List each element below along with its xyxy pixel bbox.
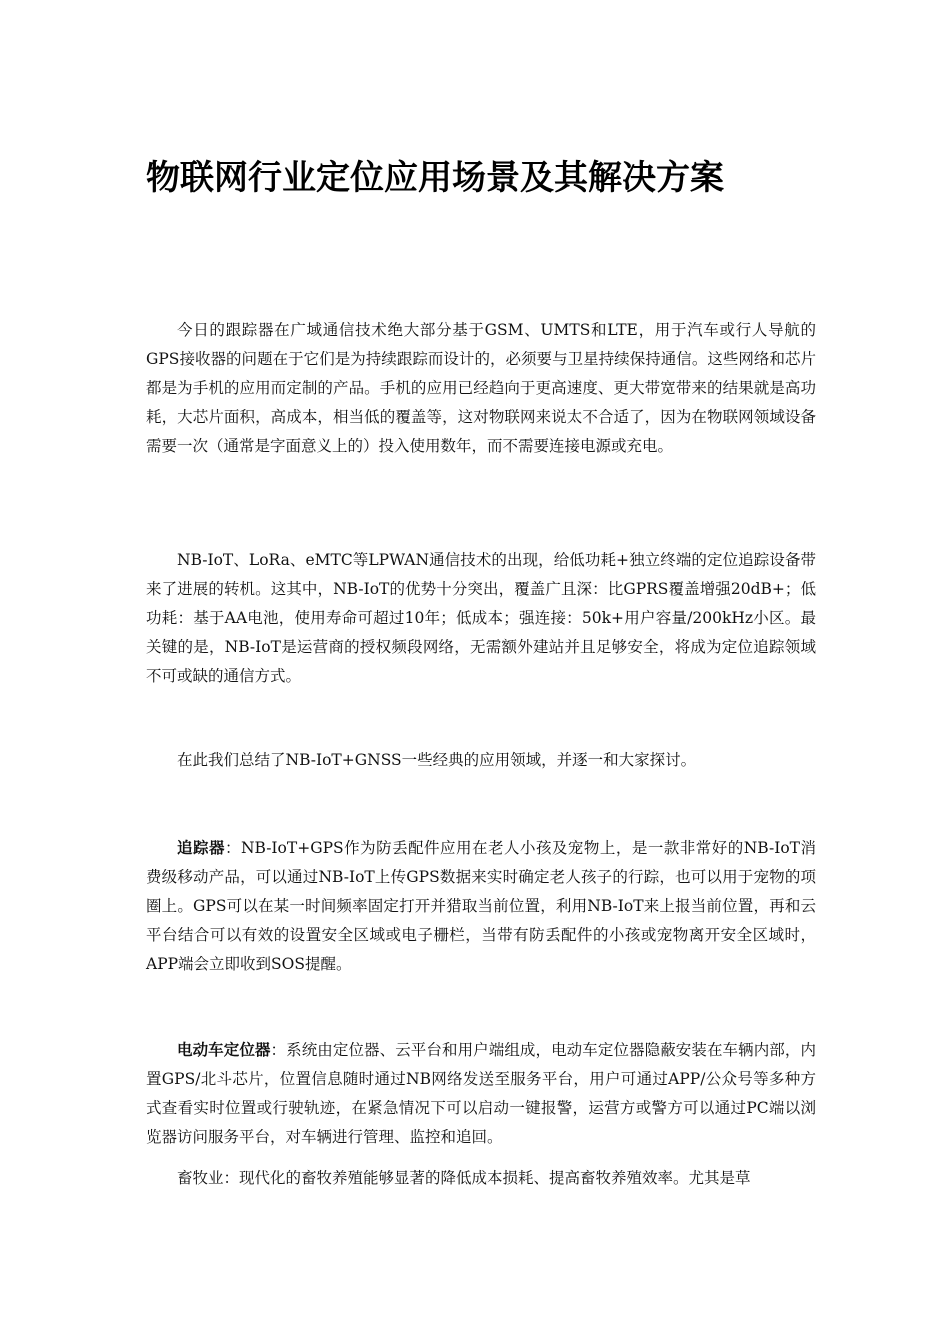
- paragraph-tracker: [146, 834, 816, 979]
- paragraph-text: ：系统由定位器、云平台和用户端组成，电动车定位器隐蔽安装在车辆内部，内置GPS/北斗芯片，位置信息随时通过NB网络发送至服务平台，用户可通过APP/公众号等多种方式查看实时位置或行驶轨迹，在紧急情况下可以启动一键报警，运营方或警方可以通过PC端以浏览器访问服务平台，对车辆进行管理、监控和追回。: [146, 1041, 816, 1146]
- paragraph-lead: 追踪器: [177, 839, 225, 857]
- paragraph-ebike-locator: [146, 1036, 816, 1152]
- paragraph-lpwan: [146, 546, 816, 691]
- paragraph-lead: 电动车定位器: [177, 1041, 271, 1059]
- paragraph-text: 畜牧业：现代化的畜牧养殖能够显著的降低成本损耗、提高畜牧养殖效率。尤其是草: [177, 1169, 751, 1187]
- paragraph-text: ：NB-IoT+GPS作为防丢配件应用在老人小孩及宠物上，是一款非常好的NB-IoT消费级移动产品，可以通过NB-IoT上传GPS数据来实时确定老人孩子的行踪，也可以用于宠物的项圈上。GPS可以在某一时间频率固定打开并猎取当前位置，利用NB-IoT来上报当前位置，再和云平台结合可以有效的设置安全区域或电子栅栏，当带有防丢配件的小孩或宠物离开安全区域时，APP端会立即收到SOS提醒。: [146, 839, 816, 973]
- paragraph-text: 在此我们总结了NB-IoT+GNSS一些经典的应用领域，并逐一和大家探讨。: [177, 751, 697, 769]
- paragraph-summary: [146, 746, 816, 775]
- paragraph-livestock: [146, 1164, 816, 1193]
- page-title: 物联网行业定位应用场景及其解决方案: [146, 158, 724, 198]
- paragraph-text: 今日的跟踪器在广域通信技术绝大部分基于GSM、UMTS和LTE，用于汽车或行人导航的GPS接收器的问题在于它们是为持续跟踪而设计的，必须要与卫星持续保持通信。这些网络和芯片都是为手机的应用而定制的产品。手机的应用已经趋向于更高速度、更大带宽带来的结果就是高功耗，大芯片面积，高成本，相当低的覆盖等，这对物联网来说太不合适了，因为在物联网领域设备需要一次（通常是字面意义上的）投入使用数年，而不需要连接电源或充电。: [146, 321, 816, 455]
- paragraph-text: NB-IoT、LoRa、eMTC等LPWAN通信技术的出现，给低功耗+独立终端的定位追踪设备带来了进展的转机。这其中，NB-IoT的优势十分突出，覆盖广且深：比GPRS覆盖增强20dB+；低功耗：基于AA电池，使用寿命可超过10年；低成本；强连接：50k+用户容量/200kHz小区。最关键的是，NB-IoT是运营商的授权频段网络，无需额外建站并且足够安全，将成为定位追踪领域不可或缺的通信方式。: [146, 551, 816, 685]
- paragraph-intro: [146, 316, 816, 461]
